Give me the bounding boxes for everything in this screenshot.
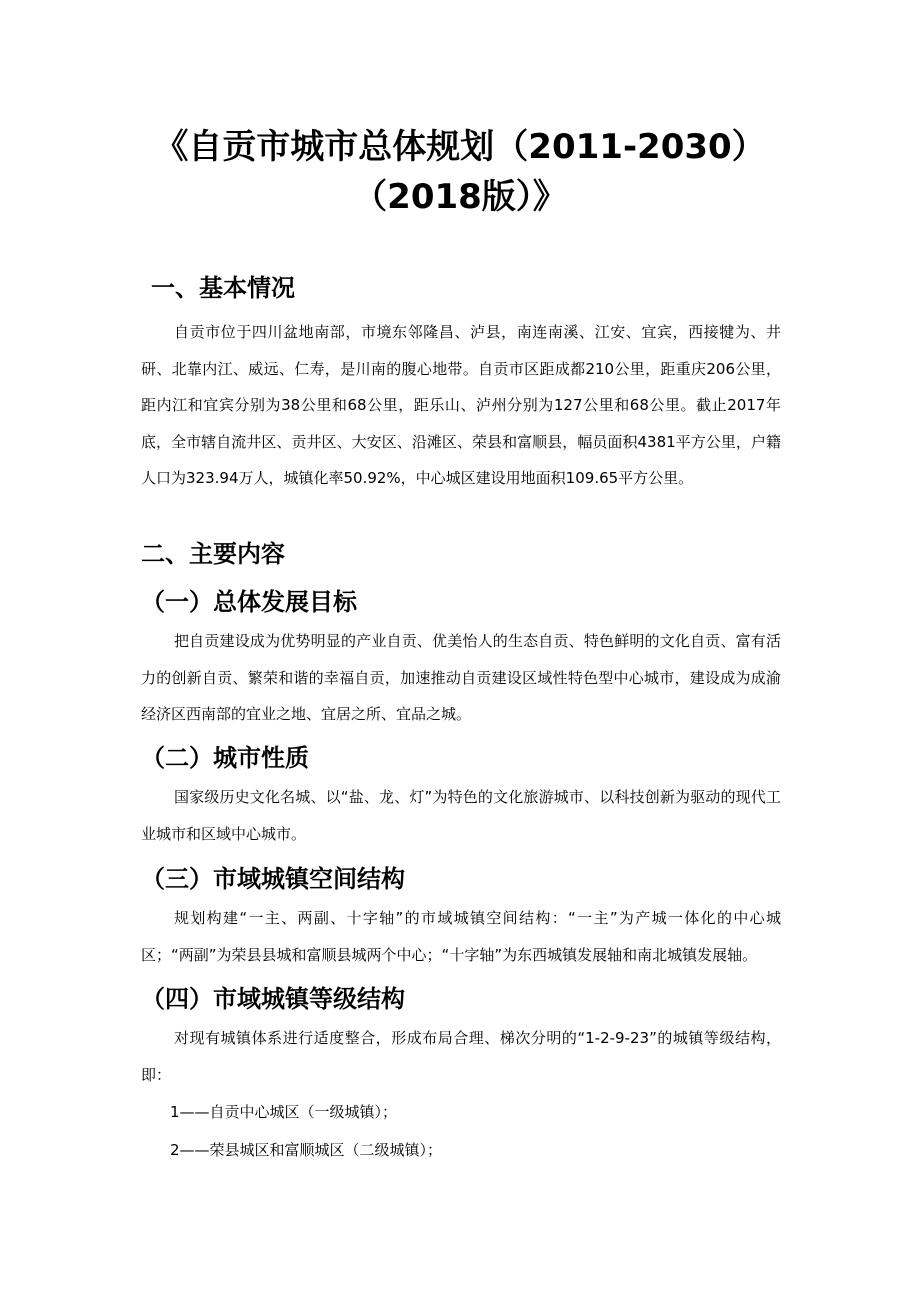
document-title: 《自贡市城市总体规划（2011-2030）（2018版）》 [154,127,766,217]
subsection-heading-nature: （二）城市性质 [141,744,309,772]
paragraph-basic: 自贡市位于四川盆地南部，市境东邻隆昌、泸县，南连南溪、江安、宜宾，西接犍为、井研、北靠内江、威远、仁寿，是川南的腹心地带。自贡市区距成都210公里，距重庆206公里，距内江和宜宾分别为38公里和68公里，距乐山、泸州分别为127公里和68公里。截止2017年底，全市辖自流井区、贡井区、大安区、沿滩区、荣县和富顺县，幅员面积4381平方公里，户籍人口为323.94万人，城镇化率50.92%，中心城区建设用地面积109.65平方公里。 [141,323,781,487]
list-item: 2——荣县城区和富顺城区（二级城镇）； [170,1141,443,1159]
subsection-heading-hierarchy: （四）市域城镇等级结构 [141,985,405,1013]
paragraph-spatial: 规划构建“一主、两副、十字轴”的市域城镇空间结构：“一主”为产城一体化的中心城区；“两副”为荣县县城和富顺县城两个中心；“十字轴”为东西城镇发展轴和南北城镇发展轴。 [141,909,781,964]
subsection-heading-spatial: （三）市域城镇空间结构 [141,865,405,893]
paragraph-nature: 国家级历史文化名城、以“盐、龙、灯”为特色的文化旅游城市、以科技创新为驱动的现代工业城市和区域中心城市。 [141,788,781,843]
section-heading-main: 二、主要内容 [141,540,285,568]
paragraph-goals: 把自贡建设成为优势明显的产业自贡、优美怡人的生态自贡、特色鲜明的文化自贡、富有活力的创新自贡、繁荣和谐的幸福自贡，加速推动自贡建设区域性特色型中心城市，建设成为成渝经济区西南部的宜业之地、宜居之所、宜品之城。 [141,632,781,723]
paragraph-hierarchy: 对现有城镇体系进行适度整合，形成布局合理、梯次分明的“1-2-9-23”的城镇等级结构，即： [141,1029,781,1084]
subsection-heading-goals: （一）总体发展目标 [141,588,357,616]
list-item: 1——自贡中心城区（一级城镇）； [170,1103,398,1121]
section-heading-basic: 一、基本情况 [151,274,295,302]
